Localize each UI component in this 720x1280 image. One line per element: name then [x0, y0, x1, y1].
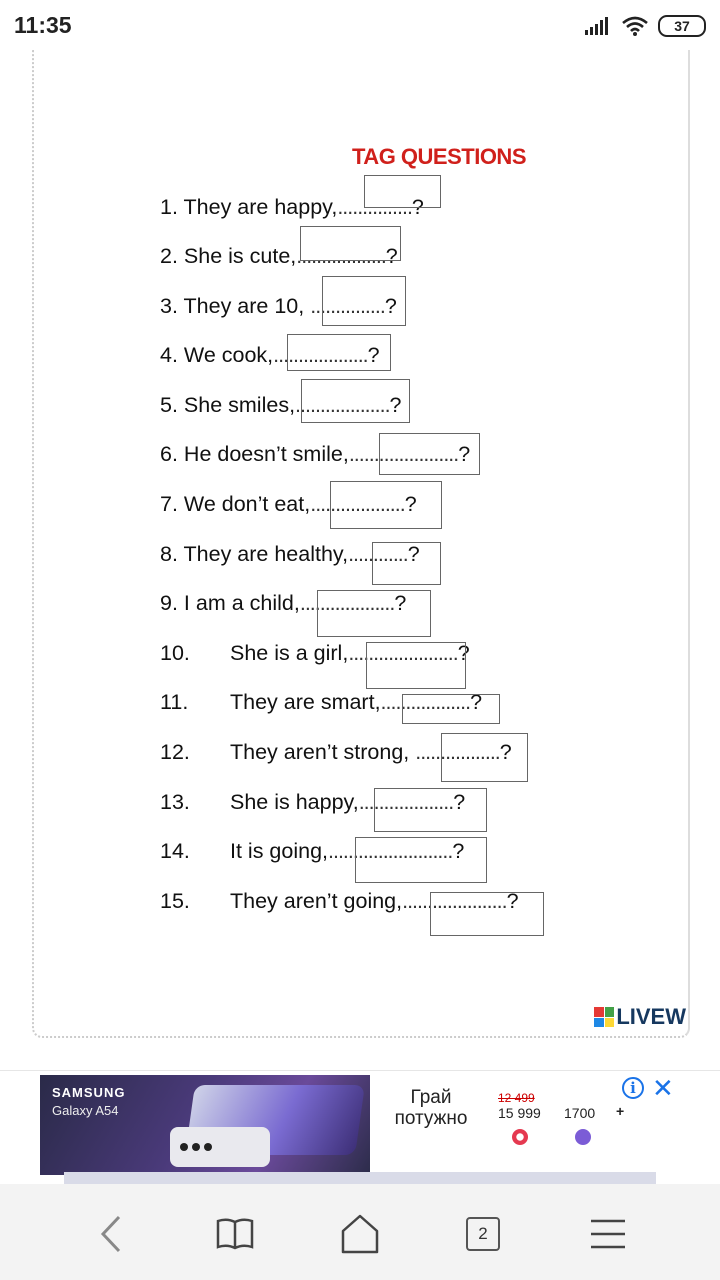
answer-dots: ..................	[380, 690, 471, 714]
question-mark: ?	[470, 690, 483, 714]
menu-button[interactable]	[584, 1210, 632, 1258]
answer-box-12[interactable]	[441, 733, 528, 782]
question-number: 4.	[160, 343, 178, 367]
worksheet-title: TAG QUESTIONS	[352, 144, 526, 169]
bookmarks-button[interactable]	[211, 1210, 259, 1258]
camera-dot	[192, 1143, 200, 1151]
answer-dots: ...............	[310, 294, 385, 318]
question-text: We don’t eat,	[183, 492, 311, 516]
answer-box-14[interactable]	[355, 837, 487, 883]
answer-dots: .................	[415, 740, 500, 764]
answer-box-5[interactable]	[301, 379, 410, 423]
question-number: 1.	[160, 195, 178, 219]
tab-count: 2	[466, 1217, 500, 1251]
question-mark: ?	[389, 393, 402, 417]
question-number: 6.	[160, 442, 178, 466]
question-mark: ?	[453, 790, 466, 814]
question-mark: ?	[452, 839, 465, 863]
question-number: 7.	[160, 492, 178, 516]
question-number: 12.	[160, 740, 190, 764]
answer-box-10[interactable]	[366, 642, 466, 689]
ad-strip	[64, 1172, 656, 1184]
wifi-icon	[622, 16, 648, 36]
tabs-button[interactable]	[459, 1210, 507, 1258]
camera-dot	[180, 1143, 188, 1151]
question-text: She smiles,	[183, 393, 296, 417]
answer-dots: ...............	[337, 195, 412, 219]
question-text: They aren’t strong,	[230, 740, 416, 764]
question-mark: ?	[394, 591, 407, 615]
galaxy-store-icon	[512, 1129, 528, 1145]
question-text: They are happy,	[183, 195, 338, 219]
question-text: We cook,	[183, 343, 274, 367]
question-number: 15.	[160, 889, 190, 913]
question-text: They are 10,	[183, 294, 311, 318]
question-text: They are smart,	[230, 690, 381, 714]
question-number: 2.	[160, 244, 178, 268]
brand-text: LIVEW	[616, 1004, 686, 1029]
status-icons	[584, 14, 706, 38]
question-mark: ?	[407, 542, 420, 566]
answer-box-7[interactable]	[330, 481, 442, 529]
answer-box-1[interactable]	[364, 175, 441, 208]
question-mark: ?	[404, 492, 417, 516]
liveworksheets-logo-icon	[594, 1007, 614, 1027]
back-button[interactable]	[88, 1210, 136, 1258]
answer-box-2[interactable]	[300, 226, 401, 261]
question-text: I am a child,	[183, 591, 300, 615]
question-number: 11.	[160, 690, 189, 714]
browser-nav-bar	[0, 1184, 720, 1280]
answer-dots: ..................	[296, 244, 386, 268]
ad-model: Galaxy A54	[52, 1103, 119, 1118]
answer-box-4[interactable]	[287, 334, 391, 371]
ad-close-icon[interactable]: ✕	[652, 1073, 674, 1103]
ad-price-2: 1700	[564, 1105, 596, 1121]
answer-dots: ...................	[358, 790, 454, 814]
answer-dots: ......................	[348, 442, 459, 466]
answer-dots: ......................	[348, 641, 458, 665]
answer-box-15[interactable]	[430, 892, 544, 936]
answer-dots: ............	[348, 542, 408, 566]
ad-slogan: Грай потужно	[394, 1087, 468, 1129]
question-number: 5.	[160, 393, 178, 417]
question-number: 13.	[160, 790, 190, 814]
back-icon	[97, 1214, 127, 1254]
answer-box-9[interactable]	[317, 590, 431, 637]
liveworksheets-logo	[594, 1004, 686, 1030]
answer-box-13[interactable]	[374, 788, 487, 832]
answer-dots: ...................	[310, 492, 405, 516]
question-text: She is cute,	[183, 244, 297, 268]
answer-dots: ...................	[273, 343, 368, 367]
ad-brand: SAMSUNG	[52, 1085, 126, 1100]
battery-indicator: 37	[658, 15, 706, 37]
question-mark: ?	[411, 195, 424, 219]
ad-price-old: 12 499	[498, 1091, 535, 1105]
question-mark: ?	[384, 294, 397, 318]
question-number: 10.	[160, 641, 190, 665]
home-button[interactable]	[336, 1210, 384, 1258]
question-text: He doesn’t smile,	[183, 442, 349, 466]
question-number: 3.	[160, 294, 178, 318]
answer-box-8[interactable]	[372, 542, 441, 585]
answer-dots: ...................	[295, 393, 390, 417]
answer-dots: ...................	[299, 591, 395, 615]
book-icon	[215, 1217, 255, 1251]
status-time: 11:35	[14, 12, 72, 38]
question-mark: ?	[367, 343, 380, 367]
ad-info-icon[interactable]: i	[622, 1077, 644, 1099]
question-number: 8.	[160, 542, 178, 566]
question-mark: ?	[499, 740, 512, 764]
game-launcher-icon	[575, 1129, 591, 1145]
answer-box-3[interactable]	[322, 276, 406, 326]
question-mark: ?	[385, 244, 398, 268]
question-number: 9.	[160, 591, 178, 615]
menu-icon	[589, 1218, 627, 1250]
question-text: She is happy,	[230, 790, 359, 814]
question-text: She is a girl,	[230, 641, 349, 665]
camera-dot	[204, 1143, 212, 1151]
question-text: They aren’t going,	[230, 889, 403, 913]
answer-dots: .....................	[402, 889, 507, 913]
worksheet	[32, 50, 690, 1038]
home-icon	[339, 1213, 381, 1255]
question-text: They are healthy,	[183, 542, 349, 566]
question-mark: ?	[457, 641, 470, 665]
ad-banner[interactable]	[0, 1070, 720, 1183]
question-mark: ?	[458, 442, 471, 466]
question-number: 14.	[160, 839, 190, 863]
ad-image[interactable]	[40, 1075, 370, 1175]
status-bar	[0, 0, 720, 52]
question-mark: ?	[506, 889, 519, 913]
answer-dots: .........................	[328, 839, 453, 863]
answer-box-6[interactable]	[379, 433, 480, 475]
ad-price-new: 15 999	[498, 1105, 541, 1121]
ad-plus: +	[616, 1103, 625, 1119]
signal-icon	[584, 16, 612, 36]
answer-box-11[interactable]	[402, 694, 500, 724]
question-text: It is going,	[230, 839, 328, 863]
